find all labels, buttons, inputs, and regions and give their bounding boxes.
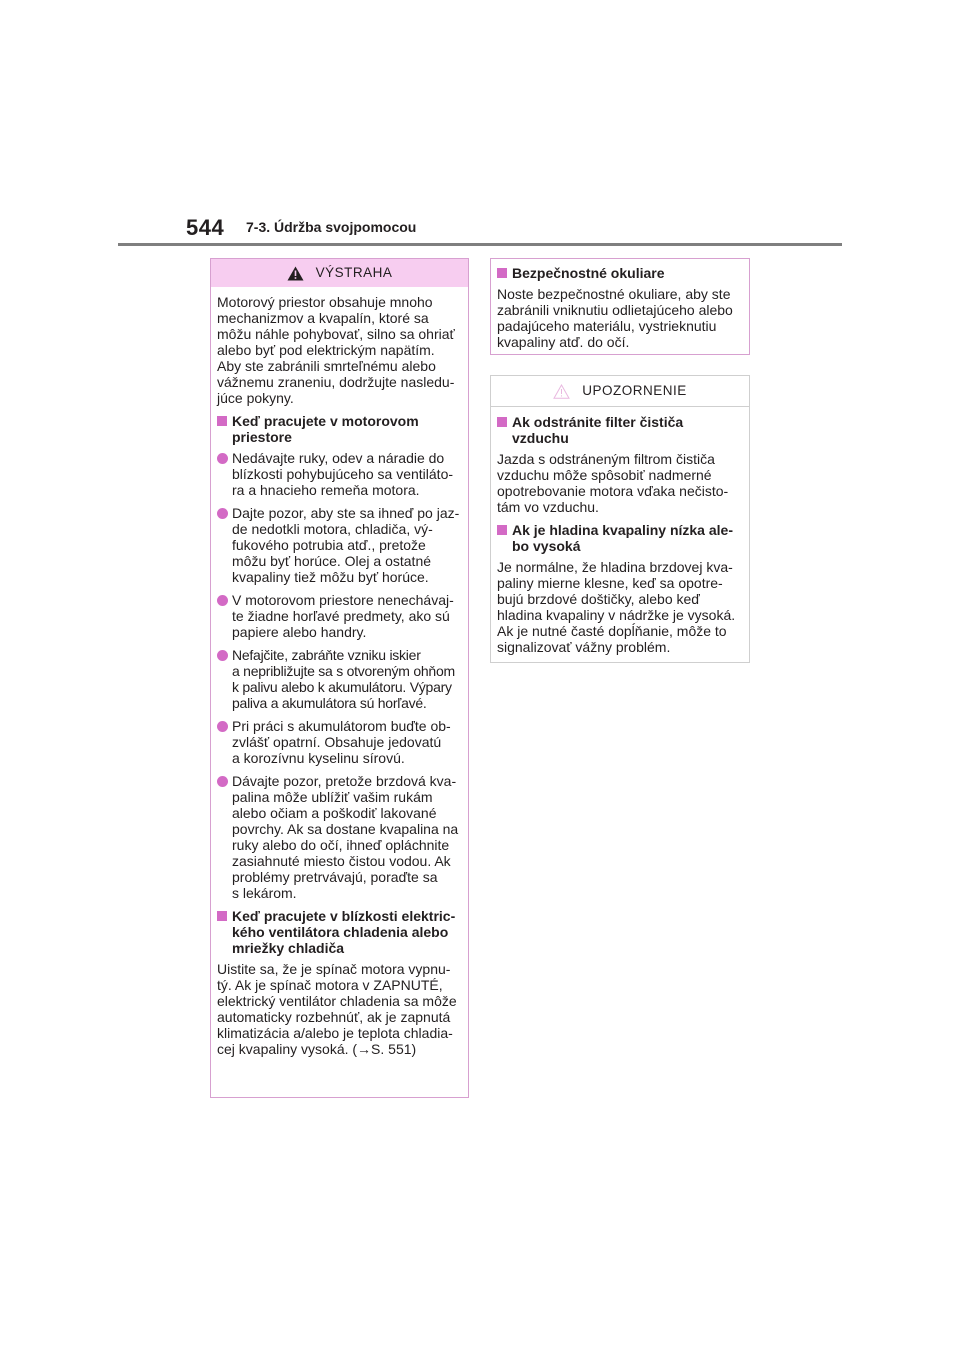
notice-heading-fluid-level: Ak je hladina kvapaliny nízka ale- bo vysoká [497, 522, 743, 554]
round-bullet-icon [217, 650, 228, 661]
round-bullet-icon [217, 776, 228, 787]
notice-title: UPOZORNENIE [582, 383, 687, 398]
square-bullet-icon [217, 416, 227, 426]
safety-glasses-text: Noste bezpečnostné okuliare, aby ste zabránili vniknutiu odlietajúceho alebo padajúceho materiálu, vystrieknutiu kvapaliny atď. do očí. [497, 286, 733, 350]
warning-intro: Motorový priestor obsahuje mnoho mechanizmov a kvapalín, ktoré sa môžu náhle pohybovať, silno sa ohriať alebo byť pod elektrickým napätím. Aby ste zabránili smrteľnému alebo vážnemu zraneniu, dodržujte nasledu- júce pokyny. [217, 294, 455, 406]
round-bullet-icon [217, 453, 228, 464]
warning-bullet: Pri práci s akumulátorom buďte ob- zvlášť opatrní. Obsahuje jedovatú a korozívnu kyselinu sírovú. [217, 718, 462, 766]
notice-air-filter-text: Jazda s odstráneným filtrom čističa vzduchu môže spôsobiť nadmerné opotrebovanie motora vďaka nečisto- tám vo vzduchu. [497, 451, 729, 515]
warning-box [210, 258, 469, 1098]
notice-header [491, 376, 749, 407]
square-bullet-icon [497, 417, 507, 427]
square-bullet-icon [497, 525, 507, 535]
warning-heading-cooling-fan: Keď pracujete v blízkosti elektric- kého ventilátora chladenia alebo mriežky chladiča [217, 908, 462, 956]
round-bullet-icon [217, 721, 228, 732]
round-bullet-icon [217, 595, 228, 606]
warning-title: VÝSTRAHA [315, 265, 393, 280]
round-bullet-icon [217, 508, 228, 519]
notice-fluid-level-text: Je normálne, že hladina brzdovej kva- paliny mierne klesne, keď sa opotre- bujú brzdové doštičky, alebo keď hladina kvapaliny v nádržke je vysoká. Ak je nutné časté dopĺňanie, môže to signalizovať vážny problém. [497, 559, 736, 655]
warning-bullet: Dávajte pozor, pretože brzdová kva- palina môže ublížiť vašim rukám alebo očiam a poškodiť lakované povrchy. Ak sa dostane kvapalina na ruky alebo do očí, ihneď opláchnite zasiahnuté miesto čistou vodou. Ak problémy pretrvávajú, poraďte sa s lekárom. [217, 773, 462, 901]
caution-triangle-icon [553, 384, 570, 399]
warning-bullet: Nedávajte ruky, odev a náradie do blízkosti pohybujúceho sa ventiláto- ra a hnacieho remeňa motora. [217, 450, 462, 498]
square-bullet-icon [497, 268, 507, 278]
square-bullet-icon [217, 911, 227, 921]
page-number: 544 [186, 215, 225, 240]
warning-triangle-icon [287, 266, 304, 281]
warning-heading-engine-compartment: Keď pracujete v motorovom priestore [217, 413, 462, 445]
safety-glasses-box [490, 258, 750, 355]
notice-heading-air-filter: Ak odstránite filter čističa vzduchu [497, 414, 743, 446]
warning-bullet: Nefajčite, zabráňte vzniku iskier a nepribližujte sa s otvoreným ohňom k palivu alebo k akumulátoru. Výpary paliva a akumulátora sú horľavé. [217, 647, 462, 711]
warning-bullet: V motorovom priestore nenechávaj- te žiadne horľavé predmety, ako sú papiere alebo handry. [217, 592, 462, 640]
warning-fan-paragraph: Uistite sa, že je spínač motora vypnu- tý. Ak je spínač motora v ZAPNUTÉ, elektrický ventilátor chladenia sa môže automaticky rozbehnúť, ak je zapnutá klimatizácia a/alebo je teplota chladia- cej kvapaliny vysoká. (→S. 551) [217, 961, 457, 1057]
safety-glasses-heading: Bezpečnostné okuliare [497, 265, 743, 281]
notice-box [490, 375, 750, 663]
warning-bullet: Dajte pozor, aby ste sa ihneď po jaz- de nedotkli motora, chladiča, vý- fukového potrubia atď., pretože môžu byť horúce. Olej a ostatné kvapaliny tiež môžu byť horúce. [217, 505, 462, 585]
section-title: 7-3. Údržba svojpomocou [246, 219, 417, 235]
header-rule [118, 243, 842, 246]
warning-header [211, 259, 468, 287]
